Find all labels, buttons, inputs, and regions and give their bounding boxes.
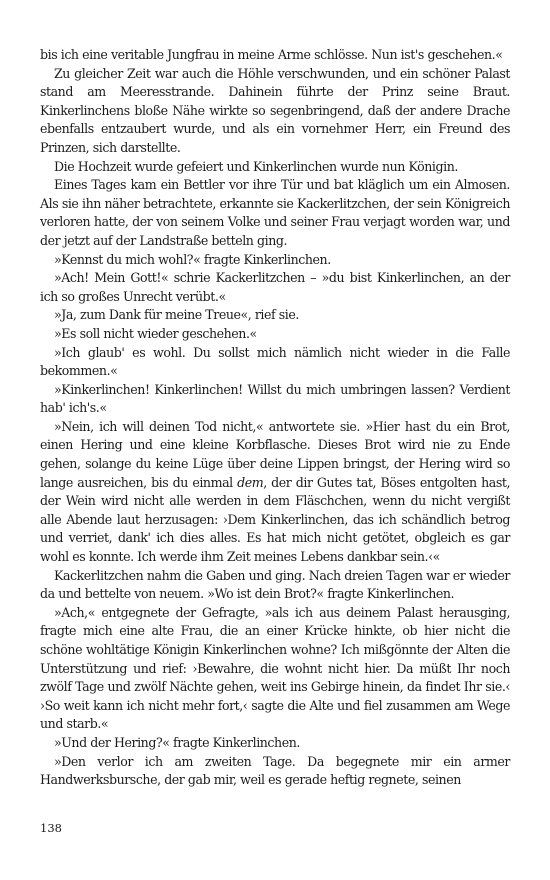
page-number: 138 xyxy=(40,821,62,835)
paragraph-14: »Und der Hering?« fragte Kinkerlinchen. xyxy=(54,734,300,750)
paragraph-8: »Es soll nicht wieder geschehen.« xyxy=(54,325,257,341)
paragraph-11: »Nein, ich will deinen Tod nicht,« antwortete sie. »Hier hast du ein Brot, einen Hering und eine kleine Korbflasche. Dieses Brot wird nie zu Ende gehen, solange du keine Lüge über deine Lippen bringst, der Hering wird so lange ausreichen, bis du einmal dem, der dir Gutes tat, Böses entgolten hast, der Wein wird nicht alle werden in dem Fläschchen, wenn du nicht vergißt alle Abende laut herzusagen: ›Dem Kinkerlinchen, das ich schändlich betrog und verriet, dank' ich dies alles. Es hat mich nicht getötet, obgleich es gar wohl es konnte. Ich werde ihm Zeit meines Lebens dankbar sein.‹« xyxy=(40,418,510,565)
paragraph-1: bis ich eine veritable Jungfrau in meine Arme schlösse. Nun ist's geschehen.« xyxy=(40,47,503,62)
body-text xyxy=(40,46,510,790)
paragraph-3: Die Hochzeit wurde gefeiert und Kinkerlinchen wurde nun Königin. xyxy=(54,158,458,174)
paragraph-13: »Ach,« entgegnete der Gefragte, »als ich aus deinem Palast herausging, fragte mich eine alte Frau, die an einer Krücke hinkte, ob hier nicht die schöne wohltätige Königin Kinkerlinchen wohne? Ich mißgönnte der Alten die Unterstützung und rief: ›Bewahre, die wohnt nicht hier. Da müßt Ihr noch zwölf Tage und zwölf Nächte gehen, weit ins Gebirge hinein, da findet Ihr sie.‹ ›So weit kann ich nicht mehr fort,‹ sagte die Alte und fiel zusammen am Wege und starb.« xyxy=(40,604,510,732)
paragraph-2: Zu gleicher Zeit war auch die Höhle verschwunden, und ein schöner Palast stand am Meeresstrande. Dahinein führte der Prinz seine Braut. Kinkerlinchens bloße Nähe wirkte so segenbringend, daß der andere Drache ebenfalls entzaubert wurde, und als ein vornehmer Herr, ein Freund des Prinzen, sich darstellte. xyxy=(40,65,510,155)
paragraph-4: Eines Tages kam ein Bettler vor ihre Tür und bat kläglich um ein Almosen. Als sie ihn näher betrachtete, erkannte sie Kackerlitzchen, der sein Königreich verloren hatte, der von seinem Volke und seiner Frau verjagt worden war, und der jetzt auf der Landstraße betteln ging. xyxy=(40,177,510,248)
paragraph-6: »Ach! Mein Gott!« schrie Kackerlitzchen – »du bist Kinkerlinchen, an der ich so großes Unrecht verübt.« xyxy=(40,270,510,304)
paragraph-10: »Kinkerlinchen! Kinkerlinchen! Willst du mich umbringen lassen? Verdient hab' ich's.« xyxy=(40,381,510,416)
paragraph-15: »Den verlor ich am zweiten Tage. Da begegnete mir ein armer Handwerksbursche, der gab mir, weil es gerade heftig regnete, seinen xyxy=(40,753,510,788)
paragraph-7: »Ja, zum Dank für meine Treue«, rief sie. xyxy=(54,307,299,323)
paragraph-12: Kackerlitzchen nahm die Gaben und ging. Nach dreien Tagen war er wieder da und bettelte von neuem. »Wo ist dein Brot?« fragte Kinkerlinchen. xyxy=(40,567,510,602)
paragraph-5: »Kennst du mich wohl?« fragte Kinkerlinchen. xyxy=(54,251,331,267)
paragraph-9: »Ich glaub' es wohl. Du sollst mich nämlich nicht wieder in die Falle bekommen.« xyxy=(40,344,510,379)
